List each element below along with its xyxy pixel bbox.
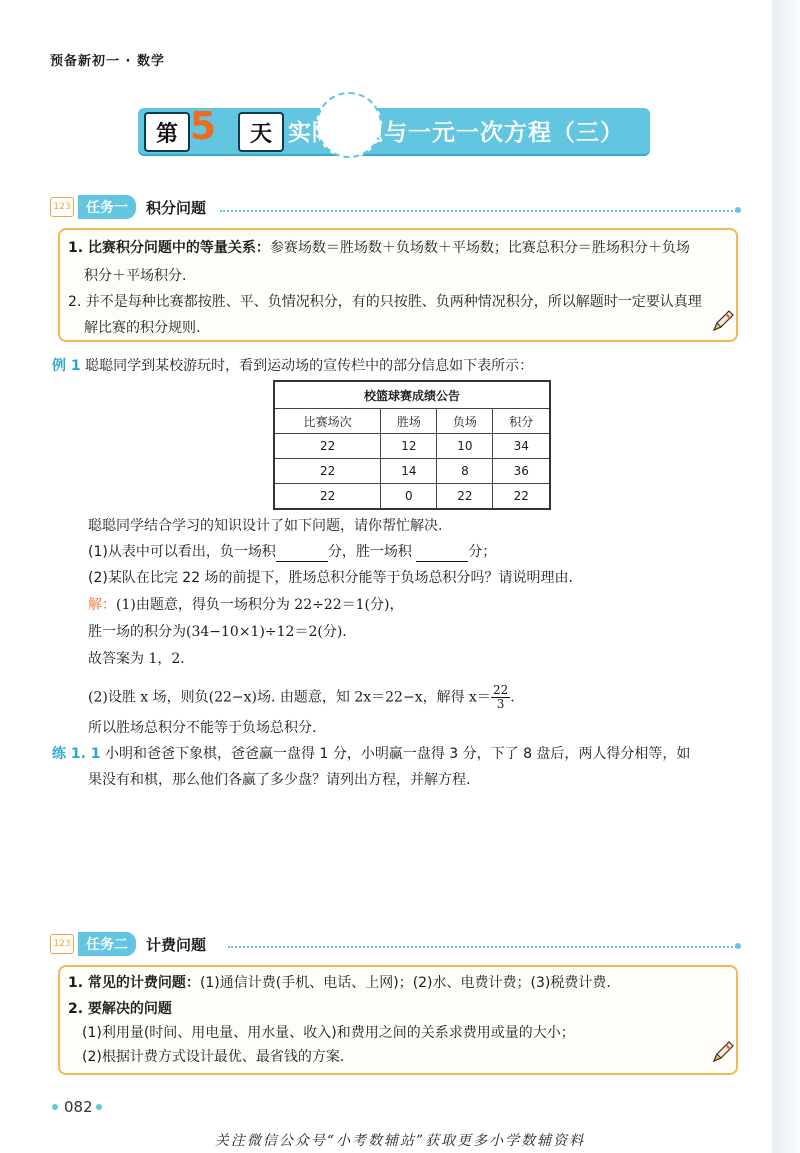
note1-line1: 1. 比赛积分问题中的等量关系：参赛场数＝胜场数＋负场数＋平场数；比赛总积分＝胜场积分＋负场 bbox=[68, 240, 690, 256]
table-cell: 14 bbox=[381, 459, 437, 484]
table-cell: 10 bbox=[437, 434, 493, 459]
table-header: 负场 bbox=[437, 409, 493, 434]
title-tian: 天 bbox=[238, 112, 284, 152]
table-cell: 0 bbox=[381, 484, 437, 510]
note2-line3: (1)利用量(时间、用电量、用水量、收入)和费用之间的关系求费用或量的大小； bbox=[82, 1025, 575, 1041]
note1-line4: 解比赛的积分规则. bbox=[84, 320, 201, 336]
table-row bbox=[274, 434, 550, 459]
solution-line1: 解：(1)由题意，得负一场积分为 22÷22＝1(分)， bbox=[88, 597, 404, 613]
task1-heading bbox=[50, 195, 206, 219]
practice-line1: 练 1. 1 小明和爸爸下象棋，爸爸赢一盘得 1 分，小明赢一盘得 3 分，下了 8 盘后，两人得分相等，如 bbox=[52, 746, 691, 762]
task-icon: 123 bbox=[50, 197, 74, 217]
divider-dot bbox=[735, 207, 741, 213]
task-icon: 123 bbox=[50, 934, 74, 954]
task2-label: 任务二 bbox=[78, 932, 136, 956]
task1-name: 积分问题 bbox=[146, 198, 207, 217]
task1-note-box bbox=[58, 228, 738, 342]
task1-divider bbox=[220, 210, 740, 212]
note2-line4: (2)根据计费方式设计最优、最省钱的方案. bbox=[82, 1049, 345, 1065]
solution-line5: 所以胜场总积分不能等于负场总积分. bbox=[88, 720, 317, 736]
table-cell: 22 bbox=[274, 434, 381, 459]
page-number-dot bbox=[52, 1104, 58, 1110]
table-cell: 12 bbox=[381, 434, 437, 459]
title-day-number: 5 bbox=[189, 104, 217, 148]
table-cell: 8 bbox=[437, 459, 493, 484]
table-header-row bbox=[274, 409, 550, 434]
table-row bbox=[274, 459, 550, 484]
table-cell: 22 bbox=[274, 459, 381, 484]
task2-divider bbox=[228, 946, 740, 948]
page-number: 082 bbox=[64, 1098, 93, 1116]
fraction: $\frac{22}{3}$ bbox=[492, 683, 509, 711]
task1-label: 任务一 bbox=[78, 195, 136, 219]
answer-blank[interactable] bbox=[276, 547, 328, 562]
question-1: (1)从表中可以看出，负一场积 分，胜一场积 分； bbox=[88, 544, 497, 560]
table-cell: 34 bbox=[493, 434, 550, 459]
task2-name: 计费问题 bbox=[146, 935, 207, 954]
table-row bbox=[274, 484, 550, 510]
pencil-icon bbox=[710, 1039, 736, 1065]
note2-line2: 2. 要解决的问题 bbox=[68, 1001, 172, 1017]
divider-dot bbox=[735, 943, 741, 949]
answer-blank[interactable] bbox=[416, 547, 468, 562]
page-number-dot bbox=[96, 1104, 102, 1110]
day-title-banner bbox=[138, 104, 650, 154]
table-header: 积分 bbox=[493, 409, 550, 434]
question-2: (2)某队在比完 22 场的前提下，胜场总积分能等于负场总积分吗？请说明理由. bbox=[88, 570, 573, 586]
table-header: 胜场 bbox=[381, 409, 437, 434]
task2-heading bbox=[50, 932, 206, 956]
practice-line2: 果没有和棋，那么他们各赢了多少盘？请列出方程，并解方程. bbox=[88, 772, 471, 788]
table-cell: 22 bbox=[437, 484, 493, 510]
table-cell: 36 bbox=[493, 459, 550, 484]
page-edge bbox=[772, 0, 800, 1153]
pencil-icon bbox=[710, 308, 736, 334]
note2-line1: 1. 常见的计费问题：(1)通信计费(手机、电话、上网)；(2)水、电费计费；(3)税费计费. bbox=[68, 975, 611, 991]
example1: 例 1 聪聪同学到某校游玩时，看到运动场的宣传栏中的部分信息如下表所示： bbox=[52, 358, 534, 374]
questions-intro: 聪聪同学结合学习的知识设计了如下问题，请你帮忙解决. bbox=[88, 518, 443, 534]
book-header: 预备新初一 · 数学 bbox=[50, 54, 165, 69]
note1-line2: 积分＋平场积分. bbox=[84, 268, 187, 284]
footer-note: 关注微信公众号“小考数辅站”获取更多小学数辅资料 bbox=[214, 1133, 586, 1149]
solution-line4: (2)设胜 x 场，则负(22−x)场. 由题意，知 2x＝22−x，解得 x＝ $\frac{22}{3}$ . bbox=[88, 683, 515, 711]
table-caption: 校篮球赛成绩公告 bbox=[274, 381, 550, 409]
day-title-text: 实际问题与一元一次方程（三） bbox=[288, 120, 624, 146]
table-cell: 22 bbox=[274, 484, 381, 510]
table-header: 比赛场次 bbox=[274, 409, 381, 434]
title-di: 第 bbox=[144, 112, 190, 152]
solution-line3: 故答案为 1，2. bbox=[88, 651, 185, 667]
score-table bbox=[273, 380, 551, 510]
table-cell: 22 bbox=[493, 484, 550, 510]
note1-line3: 2. 并不是每种比赛都按胜、平、负情况积分，有的只按胜、负两种情况积分，所以解题时一定要认真理 bbox=[68, 294, 702, 310]
task2-note-box bbox=[58, 965, 738, 1075]
solution-line2: 胜一场的积分为(34−10×1)÷12＝2(分). bbox=[88, 624, 347, 640]
